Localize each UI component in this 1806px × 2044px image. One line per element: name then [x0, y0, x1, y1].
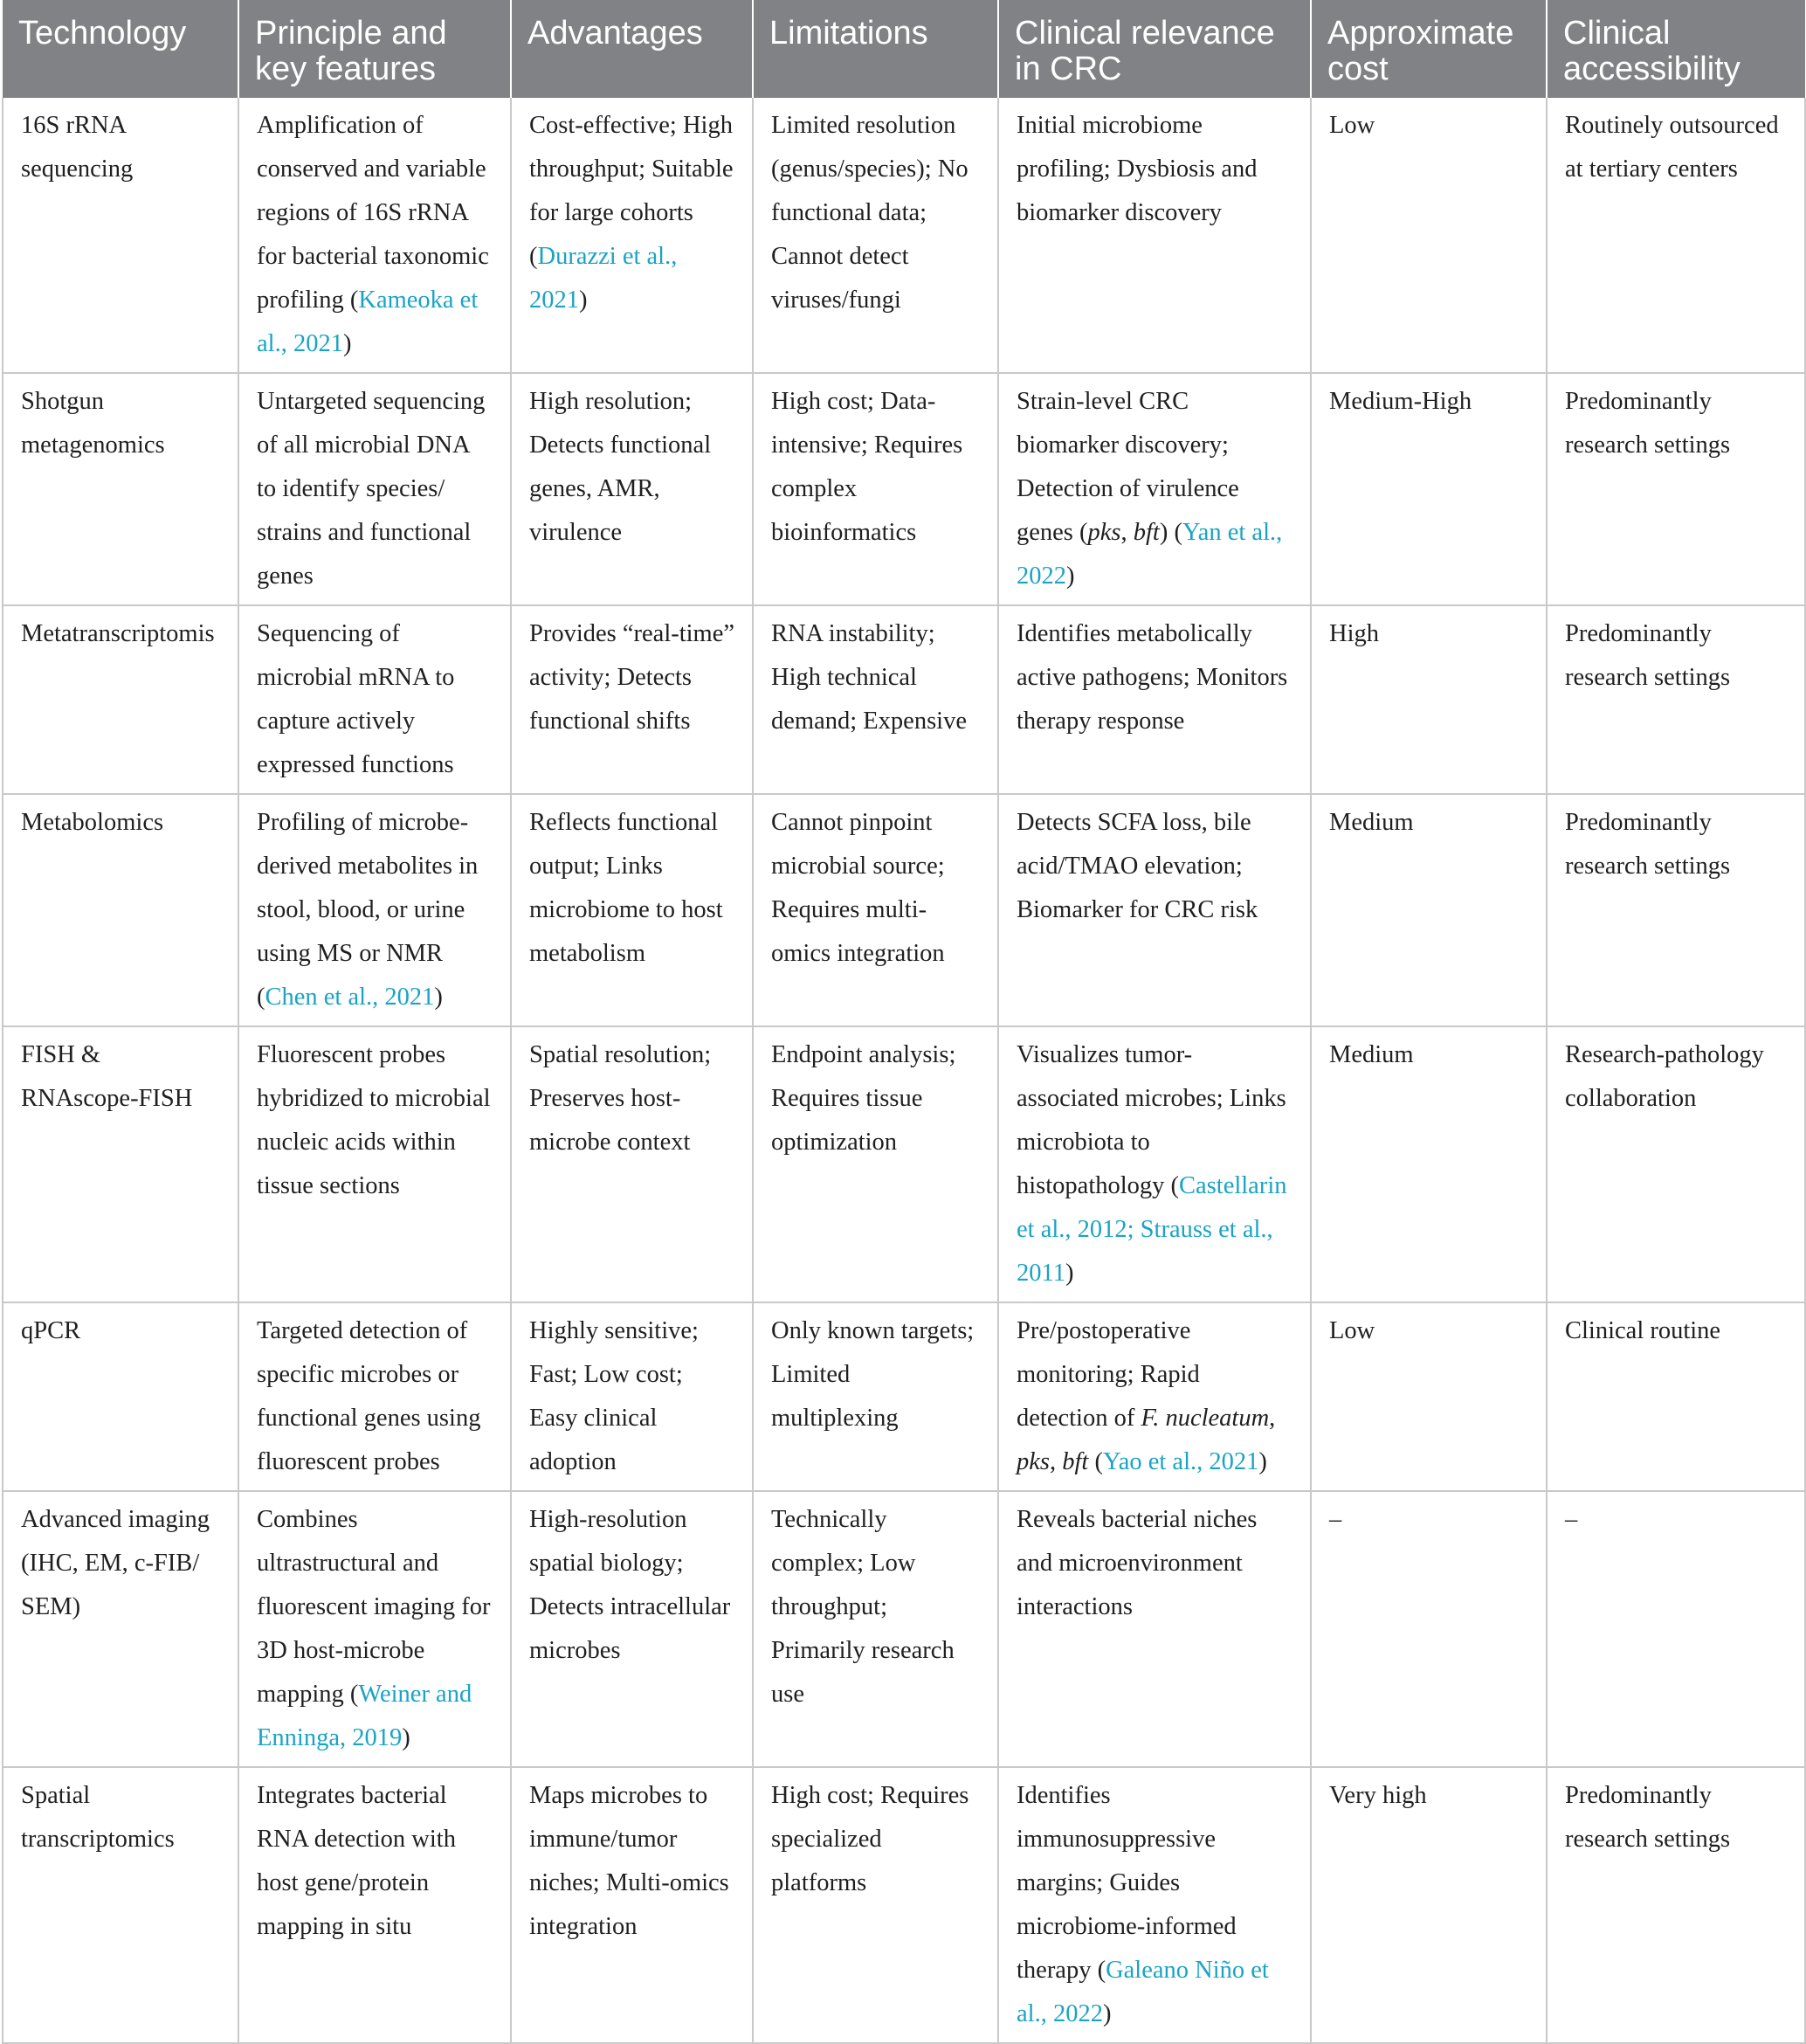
- cell-technology: Spatial transcriptomics: [3, 1767, 238, 2043]
- citation-link[interactable]: Yan et al., 2022: [1017, 519, 1283, 590]
- cell-principle: [238, 1026, 511, 1302]
- cell-text: High resolution; Detects functional genes, AMR, virulence: [529, 388, 712, 546]
- cell-principle: [238, 98, 511, 373]
- cell-text: Reflects functional output; Links microbiome to host metabolism: [529, 809, 723, 967]
- cell-text: Visualizes tumor-associated microbes; Links microbiota to histopathology (: [1017, 1041, 1286, 1199]
- cell-text: Reveals bacterial niches and microenvironment interactions: [1017, 1506, 1258, 1620]
- table-row: [3, 1302, 1805, 1491]
- cell-text: High-resolution spatial biology; Detects intracellular microbes: [529, 1506, 731, 1664]
- cell-text: Untargeted sequencing of all microbial DNA to identify species/ strains and functional genes: [257, 388, 486, 590]
- cell-approximate-cost: Medium-High: [1311, 373, 1547, 605]
- cell-text: Amplification of conserved and variable regions of 16S rRNA for bacterial taxonomic profiling (: [257, 112, 489, 314]
- cell-text: ): [402, 1724, 410, 1751]
- cell-approximate-cost: Medium: [1311, 794, 1547, 1026]
- table-row: [3, 1767, 1805, 2043]
- cell-technology: 16S rRNA sequencing: [3, 98, 238, 373]
- cell-text: Pre/postoperative monitoring; Rapid detection of: [1017, 1317, 1200, 1432]
- cell-approximate-cost: High: [1311, 605, 1547, 794]
- cell-principle: [238, 1767, 511, 2043]
- cell-clinical-relevance: [998, 1491, 1311, 1767]
- cell-text: ) (: [1159, 519, 1182, 546]
- cell-text: ): [1065, 1260, 1074, 1287]
- citation-link[interactable]: Kameoka et al., 2021: [257, 287, 479, 357]
- cell-principle: [238, 373, 511, 605]
- cell-technology: Shotgun metagenomics: [3, 373, 238, 605]
- cell-principle: [238, 794, 511, 1026]
- header-row: [3, 0, 1805, 98]
- header-approximate-cost: Approximate cost: [1311, 0, 1547, 98]
- cell-principle: [238, 605, 511, 794]
- cell-text: ): [1066, 563, 1075, 590]
- table-row: [3, 605, 1805, 794]
- cell-text: Maps microbes to immune/tumor niches; Multi-omics integration: [529, 1782, 729, 1940]
- cell-clinical-accessibility: Clinical routine: [1547, 1302, 1805, 1491]
- italic-term: pks: [1017, 1448, 1050, 1475]
- citation-link[interactable]: Yao et al., 2021: [1102, 1448, 1259, 1475]
- cell-text: Limited resolution (genus/species); No functional data; Cannot detect viruses/fungi: [771, 112, 968, 314]
- table-row: [3, 98, 1805, 373]
- cell-approximate-cost: Medium: [1311, 1026, 1547, 1302]
- cell-text: Combines ultrastructural and fluorescent imaging for 3D host-microbe mapping (: [257, 1506, 491, 1708]
- cell-clinical-accessibility: Predominantly research settings: [1547, 1767, 1805, 2043]
- table-row: [3, 1491, 1805, 1767]
- header-limitations: Limitations: [753, 0, 998, 98]
- cell-limitations: [753, 98, 998, 373]
- cell-text: Profiling of microbe-derived metabolites in stool, blood, or urine using MS or NMR (: [257, 809, 479, 1011]
- cell-text: Targeted detection of specific microbes or functional genes using fluorescent probes: [257, 1317, 481, 1475]
- cell-clinical-accessibility: Predominantly research settings: [1547, 794, 1805, 1026]
- table-row: [3, 794, 1805, 1026]
- cell-limitations: [753, 1302, 998, 1491]
- header-clinical-relevance: Clinical relevance in CRC: [998, 0, 1311, 98]
- cell-clinical-relevance: [998, 605, 1311, 794]
- table-row: [3, 373, 1805, 605]
- cell-limitations: [753, 1026, 998, 1302]
- cell-limitations: [753, 1491, 998, 1767]
- cell-technology: Metatranscriptomis: [3, 605, 238, 794]
- cell-limitations: [753, 1767, 998, 2043]
- table-body: [3, 98, 1805, 2043]
- citation-link[interactable]: Galeano Niño et al., 2022: [1017, 1957, 1269, 2027]
- cell-clinical-relevance: [998, 1026, 1311, 1302]
- cell-advantages: [511, 1302, 753, 1491]
- cell-text: ): [1258, 1448, 1267, 1475]
- cell-technology: Advanced imaging (IHC, EM, c-FIB/ SEM): [3, 1491, 238, 1767]
- cell-text: Endpoint analysis; Requires tissue optimization: [771, 1041, 956, 1156]
- header-technology: Technology: [3, 0, 238, 98]
- cell-clinical-accessibility: Predominantly research settings: [1547, 605, 1805, 794]
- citation-link[interactable]: Castellarin et al., 2012; Strauss et al., 2011: [1017, 1172, 1287, 1287]
- cell-text: Spatial resolution; Preserves host-microbe context: [529, 1041, 712, 1156]
- italic-term: bft: [1062, 1448, 1089, 1475]
- cell-principle: [238, 1491, 511, 1767]
- cell-technology: qPCR: [3, 1302, 238, 1491]
- cell-text: Cost-effective; High throughput; Suitable for large cohorts (: [529, 112, 734, 270]
- cell-text: ): [342, 330, 352, 357]
- citation-link[interactable]: Weiner and Enninga, 2019: [257, 1681, 472, 1751]
- cell-clinical-relevance: [998, 1302, 1311, 1491]
- cell-text: Detects SCFA loss, bile acid/TMAO elevation; Biomarker for CRC risk: [1017, 809, 1258, 923]
- cell-approximate-cost: Low: [1311, 98, 1547, 373]
- cell-text: Strain-level CRC biomarker discovery; Detection of virulence genes (: [1017, 388, 1239, 546]
- cell-text: Initial microbiome profiling; Dysbiosis and biomarker discovery: [1017, 112, 1258, 226]
- cell-text: ): [434, 984, 443, 1011]
- comparison-table: [2, 0, 1806, 2044]
- cell-text: High cost; Data-intensive; Requires complex bioinformatics: [771, 388, 963, 546]
- cell-approximate-cost: Low: [1311, 1302, 1547, 1491]
- italic-term: F. nucleatum: [1141, 1405, 1270, 1432]
- cell-text: Sequencing of microbial mRNA to capture actively expressed functions: [257, 620, 455, 778]
- cell-advantages: [511, 1767, 753, 2043]
- cell-clinical-accessibility: –: [1547, 1491, 1805, 1767]
- cell-advantages: [511, 1491, 753, 1767]
- italic-term: bft: [1133, 519, 1160, 546]
- cell-advantages: [511, 1026, 753, 1302]
- cell-clinical-relevance: [998, 373, 1311, 605]
- cell-clinical-accessibility: Predominantly research settings: [1547, 373, 1805, 605]
- cell-principle: [238, 1302, 511, 1491]
- cell-advantages: [511, 373, 753, 605]
- cell-limitations: [753, 373, 998, 605]
- cell-text: Fluorescent probes hybridized to microbial nucleic acids within tissue sections: [257, 1041, 491, 1199]
- header-principle: Principle and key features: [238, 0, 511, 98]
- cell-limitations: [753, 794, 998, 1026]
- cell-text: Integrates bacterial RNA detection with host gene/protein mapping in situ: [257, 1782, 456, 1940]
- cell-text: ): [579, 287, 588, 314]
- cell-text: (: [1088, 1448, 1103, 1475]
- cell-clinical-accessibility: Routinely outsourced at tertiary centers: [1547, 98, 1805, 373]
- cell-text: Cannot pinpoint microbial source; Requires multi-omics integration: [771, 809, 945, 967]
- citation-link[interactable]: Durazzi et al., 2021: [529, 243, 678, 314]
- cell-clinical-accessibility: Research-pathology collaboration: [1547, 1026, 1805, 1302]
- cell-limitations: [753, 605, 998, 794]
- cell-text: Identifies immunosuppressive margins; Guides microbiome-informed therapy (: [1017, 1782, 1237, 1984]
- cell-text: ,: [1050, 1448, 1063, 1475]
- italic-term: pks: [1087, 519, 1121, 546]
- cell-text: ,: [1120, 519, 1134, 546]
- cell-text: Highly sensitive; Fast; Low cost; Easy clinical adoption: [529, 1317, 699, 1475]
- cell-text: Identifies metabolically active pathogens; Monitors therapy response: [1017, 620, 1288, 735]
- table-row: [3, 1026, 1805, 1302]
- cell-text: High cost; Requires specialized platforms: [771, 1782, 969, 1896]
- cell-approximate-cost: –: [1311, 1491, 1547, 1767]
- cell-advantages: [511, 605, 753, 794]
- cell-clinical-relevance: [998, 794, 1311, 1026]
- cell-advantages: [511, 98, 753, 373]
- cell-advantages: [511, 794, 753, 1026]
- cell-technology: FISH & RNAscope-FISH: [3, 1026, 238, 1302]
- cell-clinical-relevance: [998, 98, 1311, 373]
- citation-link[interactable]: Chen et al., 2021: [265, 984, 435, 1011]
- cell-text: ,: [1269, 1405, 1276, 1432]
- cell-text: Technically complex; Low throughput; Primarily research use: [771, 1506, 955, 1708]
- cell-text: Only known targets; Limited multiplexing: [771, 1317, 975, 1432]
- header-advantages: Advantages: [511, 0, 753, 98]
- cell-text: Provides “real-time” activity; Detects functional shifts: [529, 620, 735, 735]
- cell-text: RNA instability; High technical demand; Expensive: [771, 620, 967, 735]
- header-clinical-accessibility: Clinical accessibility: [1547, 0, 1805, 98]
- cell-technology: Metabolomics: [3, 794, 238, 1026]
- cell-text: ): [1102, 2000, 1112, 2027]
- cell-clinical-relevance: [998, 1767, 1311, 2043]
- cell-approximate-cost: Very high: [1311, 1767, 1547, 2043]
